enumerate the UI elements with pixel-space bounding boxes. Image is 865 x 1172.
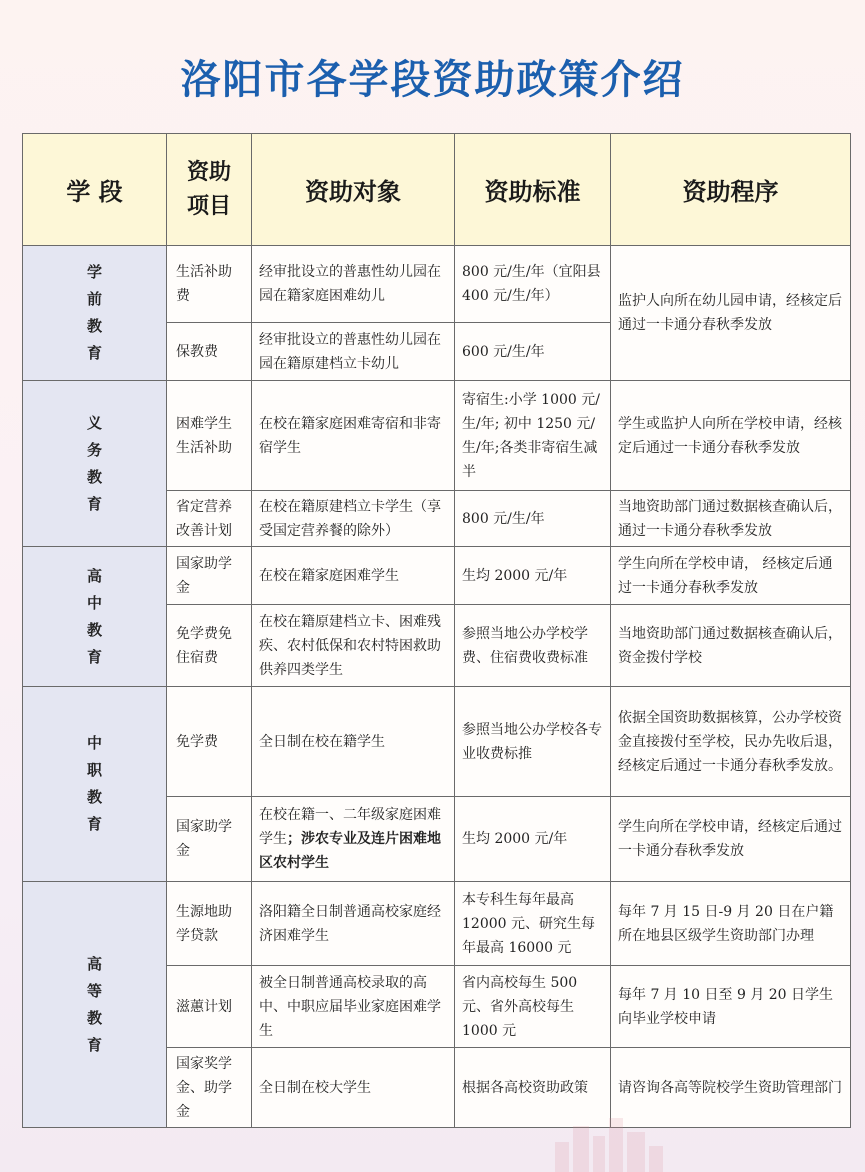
target-text: 在校在籍一、二年级家庭困难学生 — [259, 807, 441, 847]
table-row — [23, 547, 851, 605]
standard-cell: 参照当地公办学校各专业收费标推 — [455, 687, 611, 797]
standard-cell: 800 元/生/年 — [455, 491, 611, 547]
target-cell: 在校在籍家庭困难学生 — [252, 547, 455, 605]
target-cell: 在校在籍家庭困难寄宿和非寄宿学生 — [252, 381, 455, 491]
standard-cell: 参照当地公办学校学费、住宿费收费标准 — [455, 605, 611, 687]
procedure-cell: 学生向所在学校申请，经核定后通过一卡通分春秋季发放 — [611, 797, 851, 882]
procedure-cell: 当地资助部门通过数据核查确认后，通过一卡通分春秋季发放 — [611, 491, 851, 547]
item-cell: 国家奖学金、助学金 — [167, 1048, 252, 1128]
standard-cell: 根据各高校资助政策 — [455, 1048, 611, 1128]
stage-cell-high-school: 高中教育 — [23, 547, 167, 687]
header-target: 资助对象 — [252, 134, 455, 246]
procedure-cell: 学生向所在学校申请， 经核定后通过一卡通分春秋季发放 — [611, 547, 851, 605]
stage-cell-preschool: 学前教育 — [23, 246, 167, 381]
standard-cell: 生均 2000 元/年 — [455, 797, 611, 882]
header-procedure: 资助程序 — [611, 134, 851, 246]
stage-cell-compulsory: 义务教育 — [23, 381, 167, 547]
stage-cell-vocational: 中职教育 — [23, 687, 167, 882]
procedure-cell: 每年 7 月 10 日至 9 月 20 日学生向毕业学校申请 — [611, 966, 851, 1048]
item-cell: 滋蕙计划 — [167, 966, 252, 1048]
header-stage: 学 段 — [23, 134, 167, 246]
standard-cell: 生均 2000 元/年 — [455, 547, 611, 605]
target-cell: 被全日制普通高校录取的高中、中职应届毕业家庭困难学生 — [252, 966, 455, 1048]
target-cell: 洛阳籍全日制普通高校家庭经济困难学生 — [252, 882, 455, 966]
standard-cell: 本专科生每年最高 12000 元、研究生每年最高 16000 元 — [455, 882, 611, 966]
item-cell: 生源地助学贷款 — [167, 882, 252, 966]
item-cell: 困难学生生活补助 — [167, 381, 252, 491]
procedure-cell: 学生或监护人向所在学校申请，经核定后通过一卡通分春秋季发放 — [611, 381, 851, 491]
item-cell: 免学费免住宿费 — [167, 605, 252, 687]
item-cell: 国家助学金 — [167, 797, 252, 882]
table-row — [23, 381, 851, 491]
header-row — [23, 134, 851, 246]
item-cell: 保教费 — [167, 323, 252, 381]
header-standard: 资助标准 — [455, 134, 611, 246]
page-title: 洛阳市各学段资助政策介绍 — [180, 57, 685, 103]
target-cell: 经审批设立的普惠性幼儿园在园在籍家庭困难幼儿 — [252, 246, 455, 323]
item-cell: 国家助学金 — [167, 547, 252, 605]
cityscape-decoration — [555, 1112, 675, 1172]
table-row — [23, 246, 851, 323]
policy-table — [22, 133, 851, 1128]
stage-cell-higher-ed: 高等教育 — [23, 882, 167, 1128]
standard-cell: 寄宿生:小学 1000 元/生/年; 初中 1250 元/生/年;各类非寄宿生减半 — [455, 381, 611, 491]
table-row — [23, 882, 851, 966]
item-cell: 省定营养改善计划 — [167, 491, 252, 547]
procedure-cell: 当地资助部门通过数据核查确认后，资金拨付学校 — [611, 605, 851, 687]
standard-cell: 800 元/生/年（宜阳县 400 元/生/年） — [455, 246, 611, 323]
table-row — [23, 687, 851, 797]
target-cell: 全日制在校大学生 — [252, 1048, 455, 1128]
standard-cell: 600 元/生/年 — [455, 323, 611, 381]
target-cell: 在校在籍原建档立卡学生（享受国定营养餐的除外） — [252, 491, 455, 547]
target-cell: 全日制在校在籍学生 — [252, 687, 455, 797]
target-cell: 经审批设立的普惠性幼儿园在园在籍原建档立卡幼儿 — [252, 323, 455, 381]
item-cell: 生活补助费 — [167, 246, 252, 323]
header-item: 资助项目 — [167, 134, 252, 246]
target-text-emphasis: ；涉农专业及连片困难地区农村学生 — [259, 831, 441, 871]
procedure-cell: 每年 7 月 15 日-9 月 20 日在户籍所在地县区级学生资助部门办理 — [611, 882, 851, 966]
procedure-cell: 监护人向所在幼儿园申请，经核定后通过一卡通分春秋季发放 — [611, 246, 851, 381]
standard-cell: 省内高校每生 500 元、省外高校每生 1000 元 — [455, 966, 611, 1048]
item-cell: 免学费 — [167, 687, 252, 797]
target-cell — [252, 797, 455, 882]
procedure-cell: 请咨询各高等院校学生资助管理部门 — [611, 1048, 851, 1128]
procedure-cell: 依据全国资助数据核算，公办学校资金直接拨付至学校，民办先收后退，经核定后通过一卡通分春秋季发放。 — [611, 687, 851, 797]
target-cell: 在校在籍原建档立卡、困难残疾、农村低保和农村特困救助供养四类学生 — [252, 605, 455, 687]
